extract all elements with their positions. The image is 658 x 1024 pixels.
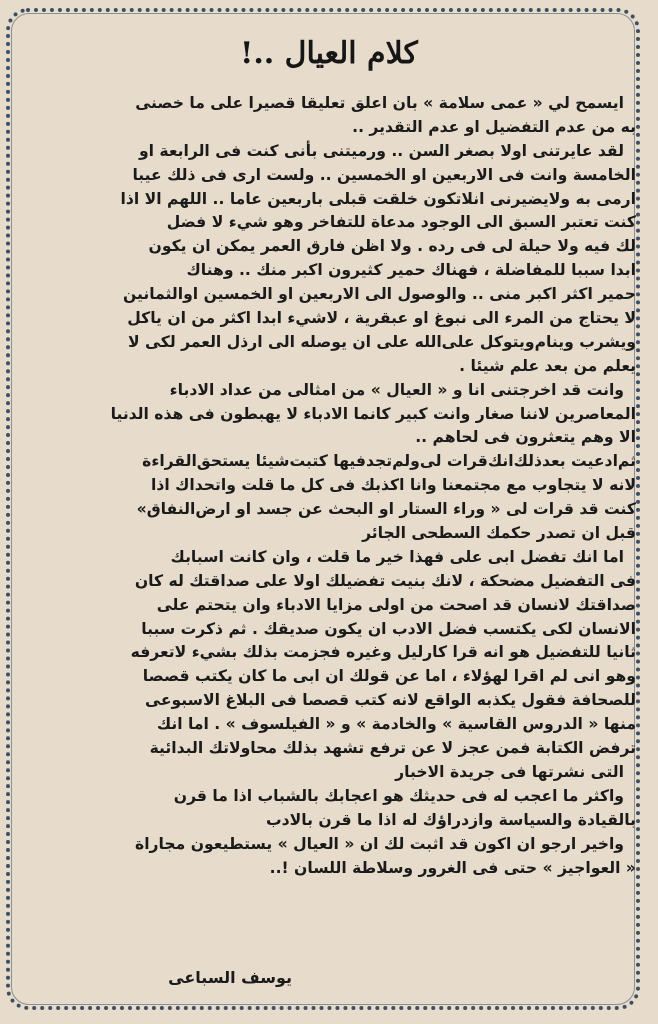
article-line: كنت قد قرات لى « وراء الستار او البحث عن جسد او ارض‌النفاق»: [136, 500, 636, 519]
article-line: ترفض الكتابة فمن عجز لا عن ترفع تشهد بذلك محاولاتك البدائية: [149, 739, 636, 758]
article-line: ايسمح لي « عمى سلامة » بان اعلق تعليقا قصيرا على ما خصنى: [135, 94, 624, 112]
author-signature: يوسف السباعى: [168, 968, 292, 987]
article-line: قبل ان تصدر حكمك السطحى الجائر: [362, 524, 636, 543]
article-line: ثم‌ادعيت بعدذلك‌انك‌قرات لى‌ولم‌تجدفيها كتبت‌شيئا يستحق‌القراءة: [142, 452, 636, 471]
article-line: منها « الدروس القاسية » والخادمة » و « الفيلسوف » . اما انك: [156, 715, 636, 734]
article-title: كلام العيال ..!: [240, 36, 418, 71]
article-line: اما انك تفضل ابى على فهذا خير ما قلت ، وان كانت اسبابك: [170, 547, 624, 566]
article-line: بالقيادة والسياسة وازدراؤك له اذا ما قرن بالادب: [265, 810, 636, 829]
article-line: الخامسة وانت فى الاربعين او الخمسين .. ولست ارى فى ذلك عيبا: [132, 165, 636, 184]
article-line: للصحافة فقول يكذبه الواقع لانه كتب قصصا فى البلاغ الاسبوعى: [145, 691, 636, 710]
article-line: واخير ارجو ان اكون قد اثبت لك ان « العيال » يستطيعون مجاراة: [134, 834, 624, 853]
article-line: الانسان لكى يكتسب فضل الادب ان يكون صديقك . ثم ذكرت سببا: [141, 619, 636, 638]
article-line: لا يحتاج من المرء الى نبوغ او عبقرية ، لاشيء ابدا اكثر من ان ياكل: [127, 309, 636, 328]
article-line: ارمى به ولايضيرنى انلاتكون خلقت قبلى باربعين عاما .. اللهم الا اذا: [120, 189, 636, 208]
article-line: لقد عايرتنى اولا بصغر السن .. ورميتنى بأنى كنت فى الرابعة او: [138, 141, 624, 160]
article-line: حمير اكثر اكبر منى .. والوصول الى الاربعين او الخمسين اوالثمانين: [122, 285, 636, 304]
article-line: وانت قد اخرجتنى انا و « العيال » من امثالى من عداد الادباء: [169, 380, 624, 399]
article-body: [30, 92, 636, 880]
article-line: لك فيه ولا حيلة لى فى رده . ولا اظن فارق العمر يمكن ان يكون: [148, 237, 636, 256]
article-line: يعلم من بعد علم شيئا .: [459, 356, 636, 375]
article-line: كنت تعتبر السبق الى الوجود مدعاة للتفاخر وهو شيء لا فضل: [166, 213, 636, 232]
article-line: لانه لا يتجاوب مع مجتمعنا وانا اكذبك فى كل ما قلت واتحداك اذا: [151, 476, 636, 495]
article-line: ابدا سببا للمفاضلة ، فهناك حمير كثيرون اكبر منك .. وهناك: [186, 261, 636, 280]
article-line: ويشرب وينام‌ويتوكل على‌الله على ان يوصله الى ارذل العمر لكى لا: [127, 332, 636, 351]
article-line: به من عدم التفضيل او عدم التقدير ..: [352, 117, 636, 136]
article-line: واكثر ما اعجب له فى حديثك هو اعجابك بالشباب اذا ما قرن: [173, 786, 624, 805]
article-line: التى نشرتها فى جريدة الاخبار: [395, 762, 624, 781]
article-line: المعاصرين لاننا صغار وانت كبير كانما الادباء لا يهبطون فى هذه الدنيا: [110, 404, 636, 423]
article-line: صداقتك لانسان قد اصحت من اولى مزايا الادباء وان يتحتم على: [156, 595, 636, 614]
article-line: فى التفضيل مضحكة ، لانك بنيت تفضيلك اولا على صداقتك له كان: [134, 571, 636, 590]
article-line: ثانيا للتفضيل هو انه قرا كارليل وغيره فجزمت بذلك بشيء لاتعرفه: [130, 643, 636, 662]
article-line: الا وهم يتعثرون فى لحاهم ..: [415, 428, 636, 447]
article-line: « العواجيز » حتى فى الغرور وسلاطة اللسان !..: [269, 858, 636, 877]
article-line: وهو انى لم اقرا لهؤلاء ، اما عن قولك ان ابى ما كان يكتب قصصا: [142, 667, 636, 686]
